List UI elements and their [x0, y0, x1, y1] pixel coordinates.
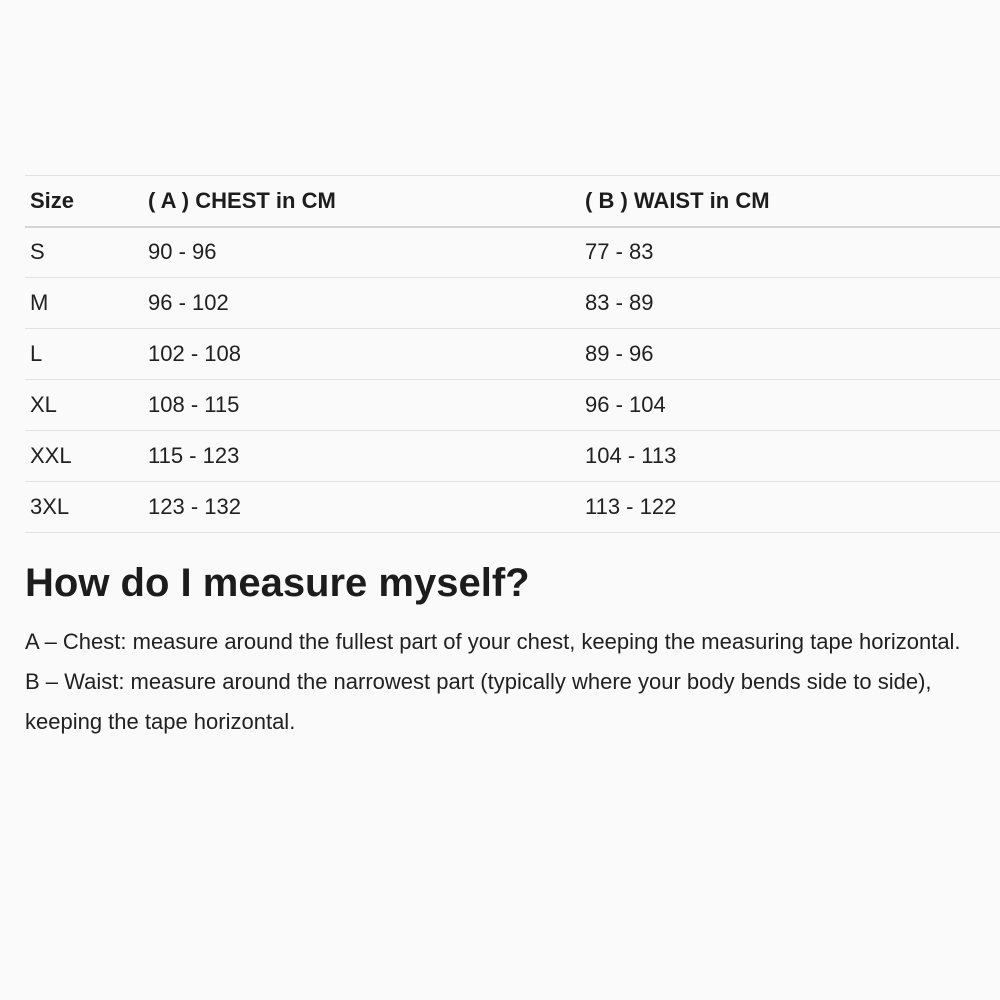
table-row [25, 278, 1000, 329]
size-cell: S [25, 227, 148, 278]
chest-cell: 96 - 102 [148, 278, 585, 329]
chest-cell: 108 - 115 [148, 380, 585, 431]
table-row [25, 227, 1000, 278]
waist-cell: 113 - 122 [585, 482, 1000, 533]
waist-cell: 83 - 89 [585, 278, 1000, 329]
size-cell: 3XL [25, 482, 148, 533]
column-header-waist: ( B ) WAIST in CM [585, 176, 1000, 227]
chest-cell: 102 - 108 [148, 329, 585, 380]
table-row [25, 431, 1000, 482]
size-cell: XXL [25, 431, 148, 482]
waist-cell: 104 - 113 [585, 431, 1000, 482]
table-row [25, 380, 1000, 431]
column-header-size: Size [25, 176, 148, 227]
section-heading: How do I measure myself? [25, 561, 530, 605]
waist-cell: 96 - 104 [585, 380, 1000, 431]
table-row [25, 329, 1000, 380]
waist-cell: 89 - 96 [585, 329, 1000, 380]
size-cell: M [25, 278, 148, 329]
table-row [25, 482, 1000, 533]
measure-instructions [25, 622, 970, 742]
waist-cell: 77 - 83 [585, 227, 1000, 278]
size-chart-body [25, 227, 1000, 533]
chest-cell: 115 - 123 [148, 431, 585, 482]
chest-cell: 90 - 96 [148, 227, 585, 278]
size-cell: XL [25, 380, 148, 431]
measure-instruction-waist: B – Waist: measure around the narrowest part (typically where your body bends side to side), keeping the tape horizontal. [25, 669, 932, 734]
header-row [25, 176, 1000, 227]
size-cell: L [25, 329, 148, 380]
measure-instruction-chest: A – Chest: measure around the fullest part of your chest, keeping the measuring tape horizontal. [25, 629, 961, 654]
size-chart-header [25, 176, 1000, 227]
column-header-chest: ( A ) CHEST in CM [148, 176, 585, 227]
chest-cell: 123 - 132 [148, 482, 585, 533]
size-chart-table [25, 175, 1000, 533]
